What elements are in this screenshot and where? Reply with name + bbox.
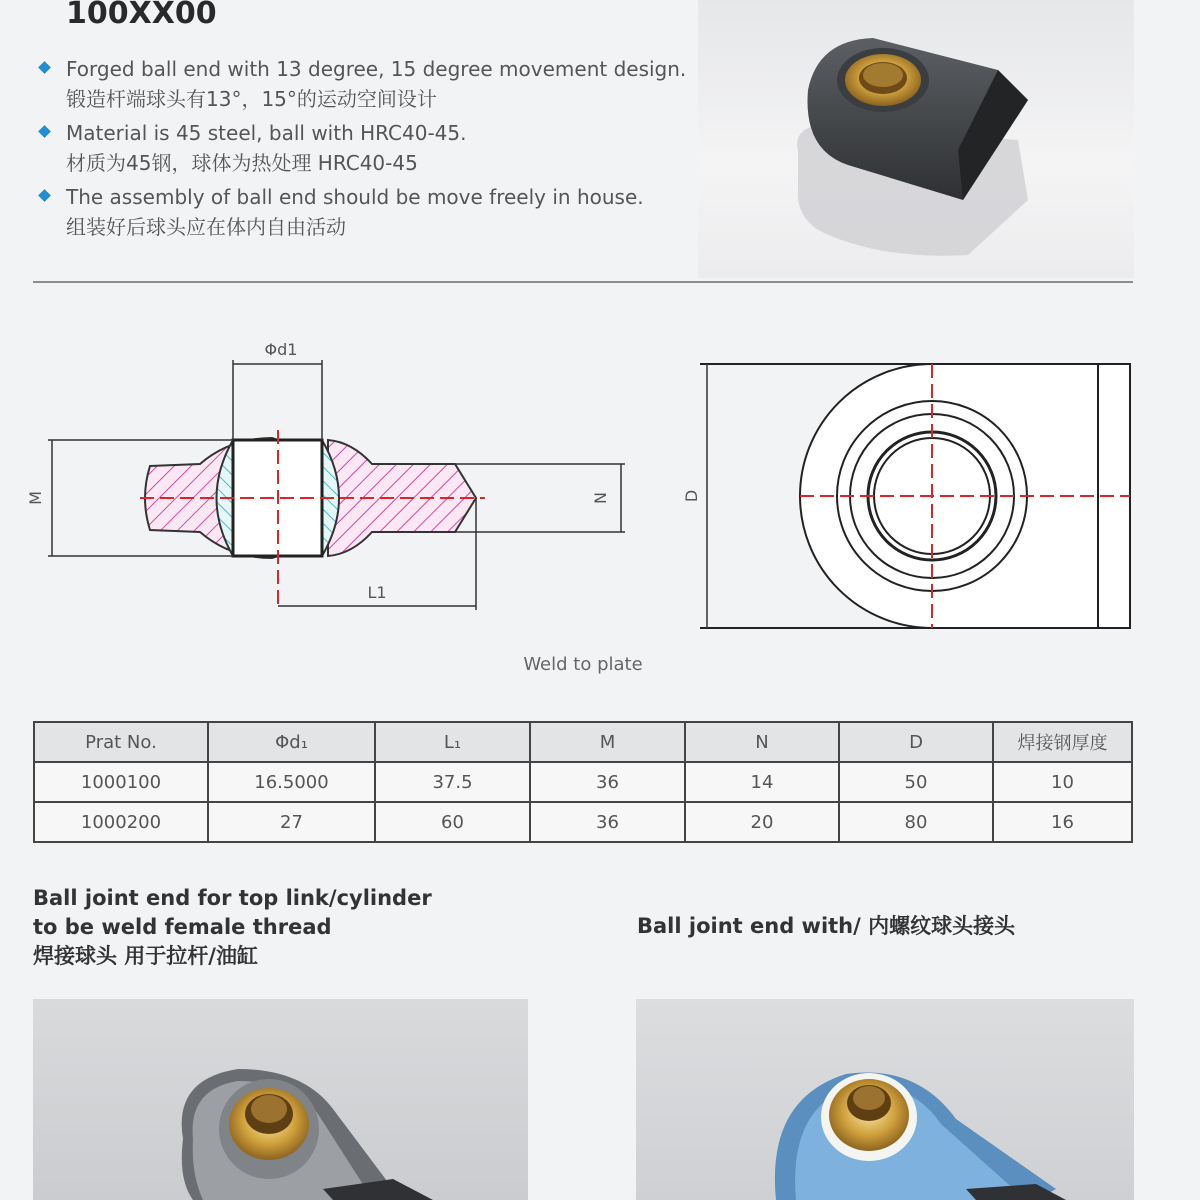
side-view (26, 340, 625, 610)
female-thread-ball-joint-photo (636, 999, 1134, 1200)
column-header: N (685, 722, 839, 762)
diamond-bullet-icon (38, 61, 51, 74)
table-cell: 1000100 (34, 762, 208, 802)
table-row (34, 762, 1132, 802)
feature-text-cn: 组装好后球头应在体内自由活动 (66, 215, 346, 239)
front-view (682, 364, 1130, 628)
table-cell: 14 (685, 762, 839, 802)
column-header: Prat No. (34, 722, 208, 762)
table-header-row (34, 722, 1132, 762)
weld-ball-joint-photo (33, 999, 528, 1200)
table-cell: 36 (530, 802, 685, 842)
technical-drawing (0, 300, 1200, 700)
table-cell: 27 (208, 802, 375, 842)
blue-ball-joint-illustration (636, 999, 1134, 1200)
diamond-bullet-icon (38, 125, 51, 138)
table-cell: 1000200 (34, 802, 208, 842)
section-divider (33, 281, 1133, 283)
table-cell: 16 (993, 802, 1132, 842)
drawing-caption: Weld to plate (523, 654, 643, 675)
section-heading-right (637, 912, 1015, 941)
feature-list (36, 54, 696, 246)
page-title: 100XX00 (66, 0, 217, 31)
section-heading-line: Ball joint end with/ 内螺纹球头接头 (637, 914, 1016, 938)
feature-item (36, 54, 696, 114)
section-heading-line: 焊接球头 用于拉杆/油缸 (33, 944, 258, 968)
feature-text-en: Forged ball end with 13 degree, 15 degree movement design. (66, 57, 687, 81)
section-heading-line: to be weld female thread (33, 915, 332, 939)
column-header: M (530, 722, 685, 762)
dim-label-d: D (682, 489, 701, 503)
feature-item (36, 182, 696, 242)
dim-label-n: N (591, 492, 610, 504)
table-row (34, 802, 1132, 842)
column-header: L₁ (375, 722, 530, 762)
table-cell: 20 (685, 802, 839, 842)
dim-label-d1: Φd1 (264, 340, 298, 359)
ball-end-product-photo (698, 0, 1134, 278)
table-cell: 10 (993, 762, 1132, 802)
table-cell: 37.5 (375, 762, 530, 802)
diamond-bullet-icon (38, 189, 51, 202)
feature-text-en: Material is 45 steel, ball with HRC40-45. (66, 121, 467, 145)
feature-text-cn: 材质为45钢，球体为热处理 HRC40-45 (66, 151, 418, 175)
gray-ball-joint-illustration (33, 999, 528, 1200)
feature-text-cn: 锻造杆端球头有13°，15°的运动空间设计 (66, 87, 437, 111)
spec-table (33, 721, 1133, 843)
table-cell: 36 (530, 762, 685, 802)
weld-ball-end-illustration (698, 0, 1134, 278)
column-header: 焊接钢厚度 (993, 722, 1132, 762)
feature-item (36, 118, 696, 178)
column-header: Φd₁ (208, 722, 375, 762)
feature-text-en: The assembly of ball end should be move freely in house. (66, 185, 644, 209)
section-heading-line: Ball joint end for top link/cylinder (33, 886, 432, 910)
table-cell: 60 (375, 802, 530, 842)
table-cell: 16.5000 (208, 762, 375, 802)
table-cell: 50 (839, 762, 993, 802)
column-header: D (839, 722, 993, 762)
section-heading-left (33, 884, 432, 971)
table-cell: 80 (839, 802, 993, 842)
dim-label-l1: L1 (367, 583, 387, 602)
dim-label-m: M (26, 491, 45, 505)
